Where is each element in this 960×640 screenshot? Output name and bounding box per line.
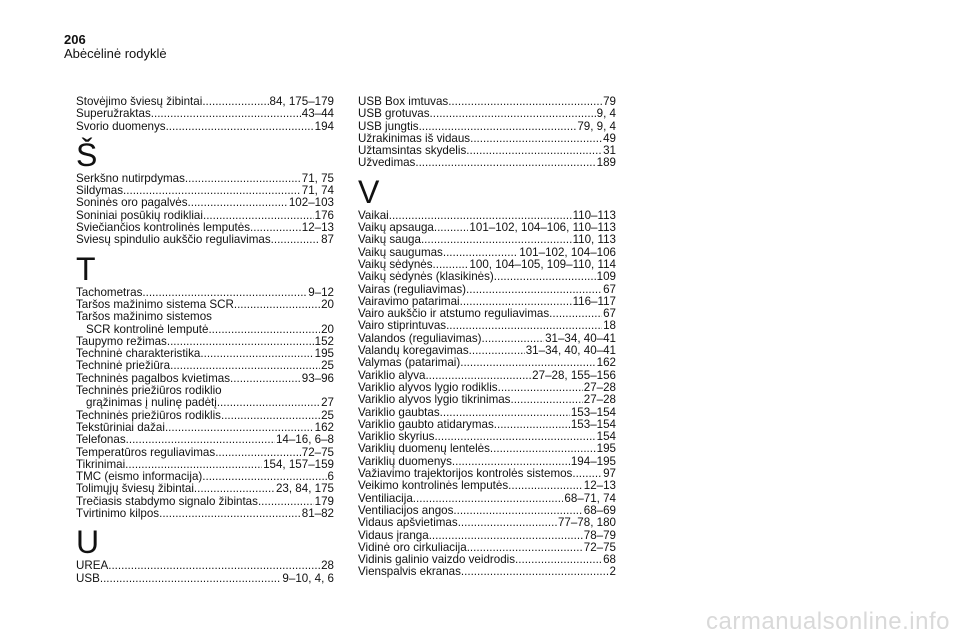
index-entry[interactable] (76, 234, 334, 246)
entry-pages: 102–103 (288, 197, 334, 210)
entry-label: USB grotuvas (358, 108, 430, 121)
index-entry[interactable] (76, 373, 334, 385)
entry-label: Tvirtinimo kilpos (76, 508, 160, 521)
entry-label: Šviesų spindulio aukščio reguliavimas (76, 234, 271, 247)
entry-pages: 9–10, 4, 6 (282, 572, 334, 585)
entry-label: Techninės priežiūros rodiklio (76, 385, 222, 398)
index-entry[interactable] (76, 496, 334, 508)
entry-label: Tikrinimai (76, 458, 126, 471)
entry-label: Techninės pagalbos kvietimas (76, 372, 231, 385)
entry-pages: 67 (603, 308, 616, 321)
entry-pages: 18 (603, 320, 616, 333)
dot-leader (508, 480, 583, 492)
entry-pages: 195 (314, 348, 334, 361)
index-entry[interactable] (358, 407, 616, 419)
index-entry[interactable] (358, 234, 616, 246)
index-column-left (76, 96, 334, 585)
dot-leader (217, 397, 320, 409)
entry-label: Vaikų sėdynės (klasikinės) (358, 271, 494, 284)
index-entry[interactable] (358, 333, 616, 345)
index-entry[interactable] (76, 508, 334, 520)
dot-leader (421, 234, 572, 246)
index-letter-heading: T (76, 250, 96, 287)
entry-pages: 31–34, 40–41 (545, 332, 616, 345)
entry-pages: 110, 113 (572, 234, 616, 247)
index-entry[interactable] (76, 121, 334, 133)
entry-pages: 97 (603, 468, 616, 481)
entry-label: Svorio duomenys (76, 120, 166, 133)
entry-label: Šoninės oro pagalvės (76, 197, 188, 210)
entry-pages: 195 (596, 443, 616, 456)
entry-pages: 153–154 (570, 418, 616, 431)
index-entry[interactable] (358, 96, 616, 108)
entry-pages: 116–117 (572, 295, 616, 308)
index-entry[interactable] (76, 210, 334, 222)
dot-leader (125, 459, 262, 471)
dot-leader (469, 345, 525, 357)
index-entry[interactable] (76, 299, 334, 311)
dot-leader (490, 443, 596, 455)
index-entry[interactable] (76, 348, 334, 360)
index-entry[interactable] (76, 96, 334, 108)
index-letter-heading: U (76, 524, 100, 561)
index-entry[interactable] (76, 410, 334, 422)
dot-leader (510, 394, 582, 406)
dot-leader (498, 382, 583, 394)
index-entry-group[interactable] (76, 385, 334, 397)
index-entry[interactable] (358, 284, 616, 296)
entry-label: Telefonas (76, 434, 126, 447)
entry-pages: 78–79 (583, 529, 616, 542)
index-entry[interactable] (76, 471, 334, 483)
index-entry[interactable] (76, 360, 334, 372)
index-entry[interactable] (358, 210, 616, 222)
entry-pages: 12–13 (301, 222, 334, 235)
entry-pages: 12–13 (583, 480, 616, 493)
dot-leader (466, 284, 602, 296)
entry-pages: 109 (596, 271, 616, 284)
dot-leader (515, 554, 602, 566)
entry-pages: 9–12 (308, 286, 334, 299)
dot-leader (460, 357, 595, 369)
entry-pages: 179 (314, 495, 334, 508)
dot-leader (389, 210, 572, 222)
index-entry[interactable] (76, 397, 334, 409)
index-entry[interactable] (358, 468, 616, 480)
entry-label: Variklio alyvos lygio tikrinimas (358, 394, 511, 407)
dot-leader (494, 419, 570, 431)
entry-label: Variklių duomenų lentelės (358, 443, 490, 456)
entry-label: Vairo stiprintuvas (358, 320, 447, 333)
entry-label: Šviečiančios kontrolinės lemputės (76, 222, 250, 235)
entry-label: Techninė priežiūra (76, 360, 171, 373)
entry-pages: 162 (314, 421, 334, 434)
entry-label: Vaikai (358, 209, 389, 222)
entry-label: Valandos (reguliavimas) (358, 332, 482, 345)
dot-leader (166, 121, 314, 133)
entry-label: Taršos mažinimo sistemos (76, 311, 212, 324)
index-entry[interactable] (358, 296, 616, 308)
entry-label: SCR kontrolinė lemputė (86, 323, 209, 336)
entry-label: Tachometras (76, 286, 143, 299)
page-header (64, 33, 167, 61)
entry-pages: 31 (603, 145, 616, 158)
index-entry[interactable] (76, 324, 334, 336)
entry-label: Temperatūros reguliavimas (76, 446, 216, 459)
entry-label: Taršos mažinimo sistema SCR (76, 298, 234, 311)
index-entry[interactable] (76, 222, 334, 234)
dot-leader (170, 360, 320, 372)
dot-leader (448, 96, 602, 108)
entry-label: Variklio alyvos lygio rodiklis (358, 381, 498, 394)
dot-leader (467, 542, 583, 554)
index-entry[interactable] (358, 480, 616, 492)
entry-pages: 14–16, 6–8 (275, 434, 334, 447)
entry-label: Ventiliacija (358, 492, 413, 505)
entry-label: Vaikų saugumas (358, 246, 443, 259)
index-entry[interactable] (358, 121, 616, 133)
index-entry[interactable] (76, 483, 334, 495)
index-entry[interactable] (358, 133, 616, 145)
index-entry[interactable] (358, 456, 616, 468)
index-entry[interactable] (76, 108, 334, 120)
entry-label: TMC (eismo informacija) (76, 471, 203, 484)
dot-leader (215, 447, 301, 459)
dot-leader (466, 145, 602, 157)
entry-pages: 28 (321, 560, 334, 573)
entry-pages: 9, 4 (596, 108, 616, 121)
entry-pages: 71, 74 (301, 185, 334, 198)
dot-leader (234, 299, 320, 311)
index-entry[interactable] (358, 320, 616, 332)
entry-pages: 27–28 (583, 381, 616, 394)
dot-leader (208, 324, 320, 336)
dot-leader (203, 210, 314, 222)
entry-label: Superužraktas (76, 108, 151, 121)
index-entry[interactable] (358, 566, 616, 578)
index-entry[interactable] (358, 517, 616, 529)
index-entry[interactable] (358, 493, 616, 505)
index-entry[interactable] (358, 382, 616, 394)
entry-label: Valymas (patarimai) (358, 357, 461, 370)
dot-leader (446, 320, 602, 332)
dot-leader (100, 573, 282, 585)
dot-leader (415, 157, 595, 169)
dot-leader (271, 234, 320, 246)
index-entry[interactable] (358, 443, 616, 455)
entry-pages: 81–82 (301, 508, 334, 521)
entry-label: Techninė charakteristika (76, 348, 201, 361)
entry-pages: 77–78, 180 (557, 517, 616, 530)
dot-leader (482, 333, 545, 345)
entry-pages: 110–113 (572, 209, 616, 222)
dot-leader (165, 422, 314, 434)
entry-pages: 25 (321, 360, 334, 373)
entry-pages: 176 (314, 209, 334, 222)
dot-leader (549, 308, 602, 320)
index-entry[interactable] (358, 308, 616, 320)
dot-leader (413, 493, 564, 505)
dot-leader (434, 222, 469, 234)
index-entry[interactable] (358, 259, 616, 271)
dot-leader (443, 247, 518, 259)
dot-leader (108, 560, 320, 572)
index-entry[interactable] (358, 108, 616, 120)
entry-pages: 49 (603, 132, 616, 145)
entry-label: Vairas (reguliavimas) (358, 283, 467, 296)
entry-pages: 72–75 (583, 541, 616, 554)
dot-leader (429, 530, 583, 542)
dot-leader (159, 508, 301, 520)
entry-label: USB Box imtuvas (358, 96, 449, 108)
entry-label: Vairo aukščio ir atstumo reguliavimas (358, 308, 550, 321)
dot-leader (425, 370, 531, 382)
dot-leader (258, 496, 314, 508)
entry-label: Valandų koregavimas (358, 345, 469, 358)
dot-leader (194, 483, 275, 495)
entry-label: Šoniniai posūkių rodikliai (76, 209, 203, 222)
entry-label: Techninės priežiūros rodiklis (76, 409, 221, 422)
entry-label: Veikimo kontrolinės lemputės (358, 480, 509, 493)
index-entry[interactable] (76, 434, 334, 446)
index-entry[interactable] (76, 573, 334, 585)
index-entry[interactable] (76, 336, 334, 348)
index-entry[interactable] (358, 554, 616, 566)
dot-leader (126, 434, 275, 446)
entry-pages: 154, 157–159 (263, 458, 334, 471)
entry-pages: 101–102, 104–106 (519, 246, 616, 259)
entry-pages: 43–44 (301, 108, 334, 121)
dot-leader (230, 373, 301, 385)
dot-leader (202, 471, 326, 483)
dot-leader (461, 566, 609, 578)
entry-pages: 71, 75 (301, 172, 334, 185)
entry-label: Variklio skyrius (358, 431, 435, 444)
entry-label: Vienspalvis ekranas (358, 566, 461, 579)
page-number: 206 (64, 32, 86, 47)
entry-label: Vaikų apsauga (358, 222, 434, 235)
index-entry[interactable] (358, 345, 616, 357)
entry-label: Tolimųjų šviesų žibintai (76, 483, 194, 496)
entry-pages: 25 (321, 409, 334, 422)
entry-pages: 68–71, 74 (564, 492, 616, 505)
entry-label: Vairavimo patarimai (358, 295, 460, 308)
index-entry[interactable] (358, 157, 616, 169)
entry-pages: 2 (609, 566, 616, 579)
entry-label: Užrakinimas iš vidaus (358, 132, 471, 145)
entry-label: Variklių duomenys (358, 455, 452, 468)
entry-label: Stovėjimo šviesų žibintai (76, 96, 203, 108)
entry-label: Vidinė oro cirkuliacija (358, 541, 467, 554)
entry-label: Važiavimo trajektorijos kontrolės sistemos (358, 468, 573, 481)
dot-leader (142, 287, 307, 299)
index-entry-group[interactable] (76, 311, 334, 323)
entry-pages: 154 (596, 431, 616, 444)
entry-label: Vaikų sėdynės (358, 258, 433, 271)
index-entry[interactable] (76, 560, 334, 572)
entry-label: Tekstūriniai dažai (76, 421, 165, 434)
dot-leader (434, 431, 595, 443)
entry-pages: 194 (314, 120, 334, 133)
dot-leader (202, 96, 268, 108)
watermark: carmanualsonline.info (706, 608, 950, 635)
entry-label: Vidaus apšvietimas (358, 517, 458, 530)
dot-leader (494, 271, 596, 283)
entry-pages: 27–28, 155–156 (532, 369, 616, 382)
entry-pages: 87 (321, 234, 334, 247)
entry-label: USB jungtis (358, 120, 419, 133)
entry-pages: 152 (314, 335, 334, 348)
entry-label: Užvedimas (358, 157, 416, 170)
entry-pages: 100, 104–105, 109–110, 114 (469, 258, 616, 271)
index-entry[interactable] (76, 447, 334, 459)
entry-pages: 162 (596, 357, 616, 370)
entry-pages: 153–154 (570, 406, 616, 419)
entry-pages: 20 (321, 323, 334, 336)
dot-leader (167, 336, 314, 348)
index-entry[interactable] (358, 370, 616, 382)
entry-pages: 27 (321, 397, 334, 410)
entry-label: Šerkšno nutirpdymas (76, 172, 185, 185)
dot-leader (430, 108, 596, 120)
entry-pages: 79 (603, 96, 616, 108)
entry-label: Variklio alyva (358, 369, 426, 382)
index-entry[interactable] (358, 431, 616, 443)
index-entry[interactable] (358, 505, 616, 517)
entry-label: UREA (76, 560, 109, 573)
dot-leader (460, 296, 572, 308)
index-entry[interactable] (76, 185, 334, 197)
index-entry[interactable] (358, 542, 616, 554)
entry-label: Užtamsintas skydelis (358, 145, 467, 158)
entry-label: Variklio gaubto atidarymas (358, 418, 494, 431)
entry-label: Variklio gaubtas (358, 406, 440, 419)
dot-leader (221, 410, 320, 422)
dot-leader (185, 173, 301, 185)
entry-pages: 27–28 (583, 394, 616, 407)
entry-label: grąžinimas į nulinę padėtį (86, 397, 217, 410)
dot-leader (470, 133, 602, 145)
dot-leader (419, 121, 577, 133)
index-entry[interactable] (358, 222, 616, 234)
index-entry[interactable] (358, 394, 616, 406)
dot-leader (250, 222, 301, 234)
dot-leader (458, 517, 557, 529)
entry-label: Taupymo režimas (76, 335, 167, 348)
dot-leader (440, 407, 570, 419)
index-entry[interactable] (76, 197, 334, 209)
dot-leader (151, 108, 301, 120)
index-entry[interactable] (76, 173, 334, 185)
entry-pages: 31–34, 40, 40–41 (525, 345, 616, 358)
index-entry[interactable] (358, 271, 616, 283)
entry-label: Vidaus įranga (358, 529, 429, 542)
entry-pages: 101–102, 104–106, 110–113 (469, 222, 616, 235)
entry-pages: 72–75 (301, 446, 334, 459)
entry-pages: 68–69 (583, 504, 616, 517)
entry-label: Vidinis galinio vaizdo veidrodis (358, 554, 516, 567)
dot-leader (452, 456, 570, 468)
entry-pages: 23, 84, 175 (275, 483, 334, 496)
index-letter-heading: Š (76, 136, 98, 173)
dot-leader (433, 259, 469, 271)
index-entry[interactable] (76, 459, 334, 471)
index-entry[interactable] (358, 357, 616, 369)
entry-pages: 93–96 (301, 372, 334, 385)
entry-pages: 20 (321, 298, 334, 311)
entry-pages: 67 (603, 283, 616, 296)
dot-leader (572, 468, 602, 480)
entry-pages: 189 (596, 157, 616, 170)
dot-leader (188, 197, 288, 209)
entry-pages: 84, 175–179 (269, 96, 334, 108)
index-entry[interactable] (76, 422, 334, 434)
index-column-right (358, 96, 616, 579)
entry-pages: 6 (327, 471, 334, 484)
entry-label: Vaikų sauga (358, 234, 421, 247)
entry-label: Trečiasis stabdymo signalo žibintas (76, 495, 258, 508)
index-entry[interactable] (358, 145, 616, 157)
index-entry[interactable] (358, 419, 616, 431)
entry-pages: 79, 9, 4 (577, 120, 616, 133)
index-entry[interactable] (358, 530, 616, 542)
entry-pages: 194–195 (570, 455, 616, 468)
index-letter-heading: V (358, 173, 380, 210)
entry-pages: 68 (603, 554, 616, 567)
index-entry[interactable] (358, 247, 616, 259)
entry-label: USB (76, 572, 100, 585)
index-entry[interactable] (76, 287, 334, 299)
dot-leader (453, 505, 582, 517)
dot-leader (200, 348, 313, 360)
dot-leader (123, 185, 301, 197)
entry-label: Ventiliacijos angos (358, 504, 454, 517)
section-title: Abėcėlinė rodyklė (64, 46, 167, 61)
entry-label: Šildymas (76, 185, 124, 198)
